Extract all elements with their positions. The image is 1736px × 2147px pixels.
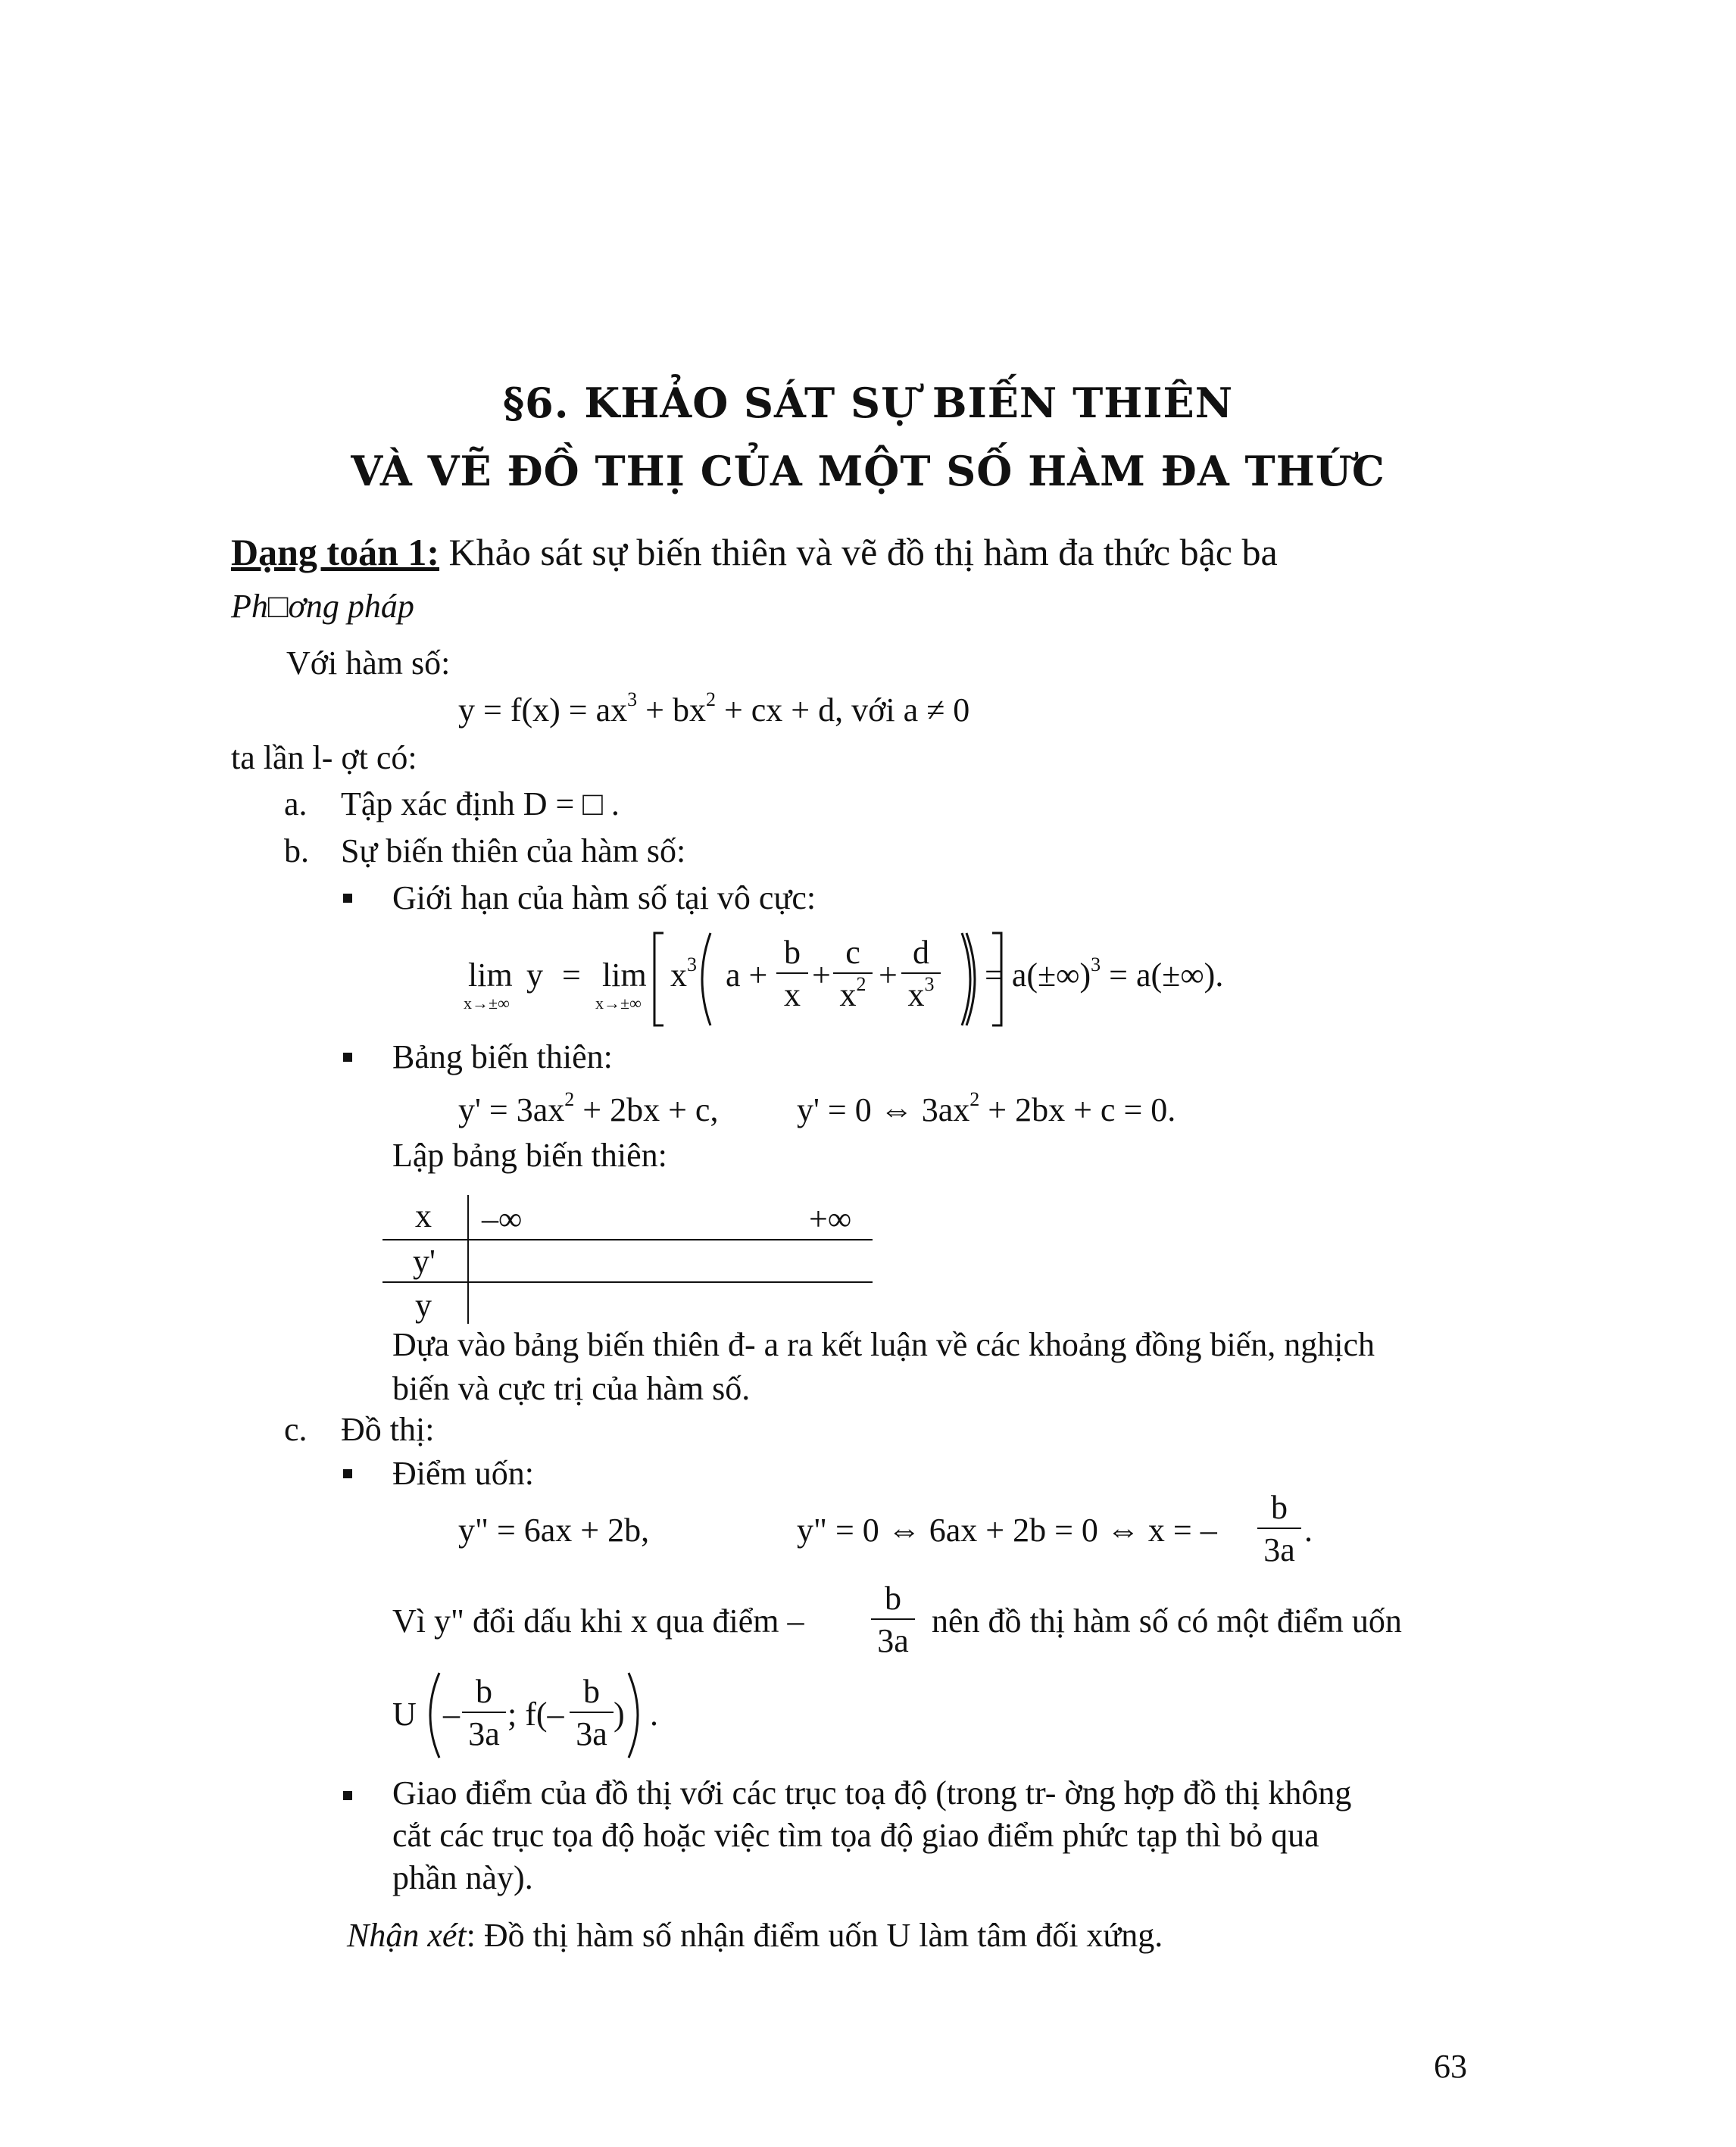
limit-y: y xyxy=(526,956,543,994)
intro-text: Với hàm số: xyxy=(286,644,451,682)
because-text: Vì y" đổi dấu khi x qua điểm – xyxy=(392,1602,804,1640)
axes-line-1: Giao điểm của đồ thị với các trục toạ độ (trong tr- ờng hợp đồ thị không xyxy=(392,1774,1352,1812)
fraction-denominator: 3a xyxy=(570,1712,614,1755)
fraction-numerator: b xyxy=(476,1673,492,1710)
table-bullet-text: Bảng biến thiên: xyxy=(392,1038,613,1075)
derivative-part: + 2bx + c = 0. xyxy=(988,1091,1176,1128)
limit-result xyxy=(985,953,1224,994)
fraction-numerator: b xyxy=(784,934,801,971)
page-title-line-1: §6. KHẢO SÁT SỰ BIẾN THIÊN xyxy=(502,379,1234,427)
heading-label: Dạng toán 1: xyxy=(231,531,440,573)
right-paren xyxy=(623,1670,650,1761)
remark-label: Nhận xét xyxy=(347,1917,467,1954)
fraction-b-over-3a xyxy=(1257,1488,1301,1571)
table-pos-infinity: +∞ xyxy=(809,1200,852,1237)
limit-result-b: = a(±∞). xyxy=(1109,956,1224,994)
first-derivative-zero xyxy=(797,1088,1176,1129)
table-row-x: x xyxy=(415,1197,432,1234)
table-horizontal-line xyxy=(382,1239,873,1240)
table-row-yprime: y' xyxy=(413,1243,436,1280)
step-a-text: Tập xác định D = □ . xyxy=(341,785,620,822)
limit-lim-1: lim xyxy=(468,956,513,994)
axes-line-2: cắt các trục tọa độ hoặc việc tìm tọa độ giao điểm phức tạp thì bỏ qua xyxy=(392,1817,1319,1854)
limit-subscript-1: x→±∞ xyxy=(464,994,510,1013)
limit-x xyxy=(670,953,697,994)
fraction-denominator: x xyxy=(776,972,808,1016)
formula-term-b: + bx xyxy=(645,691,706,729)
page-title-line-2: VÀ VẼ ĐỒ THỊ CỦA MỘT SỐ HÀM ĐA THỨC xyxy=(351,447,1385,495)
formula-rest: + cx + d, với a ≠ 0 xyxy=(723,691,970,729)
exponent: 2 xyxy=(564,1088,575,1110)
limit-eq: = xyxy=(562,956,581,994)
fraction-b-over-3a xyxy=(871,1579,915,1662)
fraction-c-over-x2 xyxy=(833,933,873,1021)
exponent: 3 xyxy=(1091,953,1101,975)
section-heading xyxy=(231,530,1278,574)
derivative-part: y' = 3ax xyxy=(458,1091,565,1128)
sequence-text: ta lần l- ợt có: xyxy=(231,739,417,776)
heading-text: Khảo sát sự biến thiên và vẽ đồ thị hàm đa thức bậc ba xyxy=(448,531,1278,573)
step-b-marker: b. xyxy=(284,832,309,869)
second-derivative: y" = 6ax + 2b, xyxy=(458,1512,650,1549)
bullet-icon xyxy=(343,1469,352,1478)
formula-term-a: ax xyxy=(595,691,628,729)
fraction-denominator: 3a xyxy=(871,1618,915,1662)
point-mid: ; f(– xyxy=(507,1696,564,1733)
exponent: 3 xyxy=(687,953,697,975)
limit-x-base: x xyxy=(670,956,687,994)
left-paren xyxy=(418,1670,445,1761)
method-label: Ph□ơng pháp xyxy=(231,588,414,625)
table-row-y: y xyxy=(415,1287,432,1324)
bullet-icon xyxy=(343,1791,352,1800)
fraction-denominator xyxy=(833,972,873,1021)
step-b-text: Sự biến thiên của hàm số: xyxy=(341,832,686,869)
inflection-bullet-text: Điểm uốn: xyxy=(392,1455,534,1492)
because-text-post: nên đồ thị hàm số có một điểm uốn xyxy=(932,1602,1402,1640)
exponent: 3 xyxy=(924,973,935,995)
denominator-base: x xyxy=(839,976,857,1013)
conclusion-line-1: Dựa vào bảng biến thiên đ- a ra kết luận về các khoảng đồng biến, nghịch xyxy=(392,1326,1375,1363)
limit-lim-2: lim xyxy=(602,956,647,994)
limit-bullet-text: Giới hạn của hàm số tại vô cực: xyxy=(392,879,816,916)
exponent: 2 xyxy=(856,973,866,995)
step-a-marker: a. xyxy=(284,785,308,822)
exponent: 3 xyxy=(627,688,638,710)
conclusion-line-2: biến và cực trị của hàm số. xyxy=(392,1370,751,1407)
fraction-numerator: b xyxy=(1271,1489,1288,1526)
limit-bracket xyxy=(650,930,1013,1028)
point-u-label: U xyxy=(392,1696,417,1733)
fraction-numerator: b xyxy=(885,1580,901,1617)
axes-line-3: phần này). xyxy=(392,1859,533,1896)
exponent: 2 xyxy=(705,688,716,710)
limit-subscript-2: x→±∞ xyxy=(595,994,642,1013)
point-end: . xyxy=(650,1696,658,1733)
first-derivative xyxy=(458,1088,719,1129)
remark xyxy=(347,1916,1163,1955)
exponent: 2 xyxy=(969,1088,980,1110)
limit-result-a: = a(±∞) xyxy=(985,956,1091,994)
step-c-text: Đồ thị: xyxy=(341,1411,435,1448)
limit-a-plus: a + xyxy=(726,956,768,994)
point-close: ) xyxy=(614,1696,625,1733)
bullet-icon xyxy=(343,1053,352,1062)
derivative-part: + 2bx + c, xyxy=(582,1091,719,1128)
fraction-numerator: b xyxy=(583,1673,600,1710)
fraction-denominator: 3a xyxy=(1257,1528,1301,1571)
second-derivative-end: . xyxy=(1304,1512,1313,1549)
limit-plus-1: + xyxy=(812,956,831,994)
fraction-denominator xyxy=(901,972,941,1021)
fraction-b-over-x xyxy=(776,933,808,1016)
table-vertical-line xyxy=(467,1195,469,1324)
step-c-marker: c. xyxy=(284,1411,308,1448)
limit-plus-2: + xyxy=(879,956,898,994)
fraction-b-over-3a xyxy=(570,1672,614,1755)
page-number: 63 xyxy=(1434,2048,1467,2085)
point-minus: – xyxy=(443,1696,460,1733)
derivative-part: y' = 0 ⇔ 3ax xyxy=(797,1091,970,1128)
second-derivative-zero: y" = 0 ⇔ 6ax + 2b = 0 ⇔ x = – xyxy=(797,1512,1217,1549)
remark-text: : Đồ thị hàm số nhận điểm uốn U làm tâm đối xứng. xyxy=(466,1917,1163,1954)
table-neg-infinity: –∞ xyxy=(482,1200,523,1237)
denominator-base: x xyxy=(907,976,925,1013)
fraction-denominator: 3a xyxy=(462,1712,506,1755)
fraction-numerator: d xyxy=(913,934,929,971)
bullet-icon xyxy=(343,894,352,903)
cubic-formula xyxy=(458,688,970,729)
fraction-numerator: c xyxy=(845,934,860,971)
make-table-text: Lập bảng biến thiên: xyxy=(392,1137,667,1174)
table-horizontal-line xyxy=(382,1281,873,1283)
fraction-d-over-x3 xyxy=(901,933,941,1021)
formula-lhs: y = f(x) = xyxy=(458,691,588,729)
fraction-b-over-3a xyxy=(462,1672,506,1755)
